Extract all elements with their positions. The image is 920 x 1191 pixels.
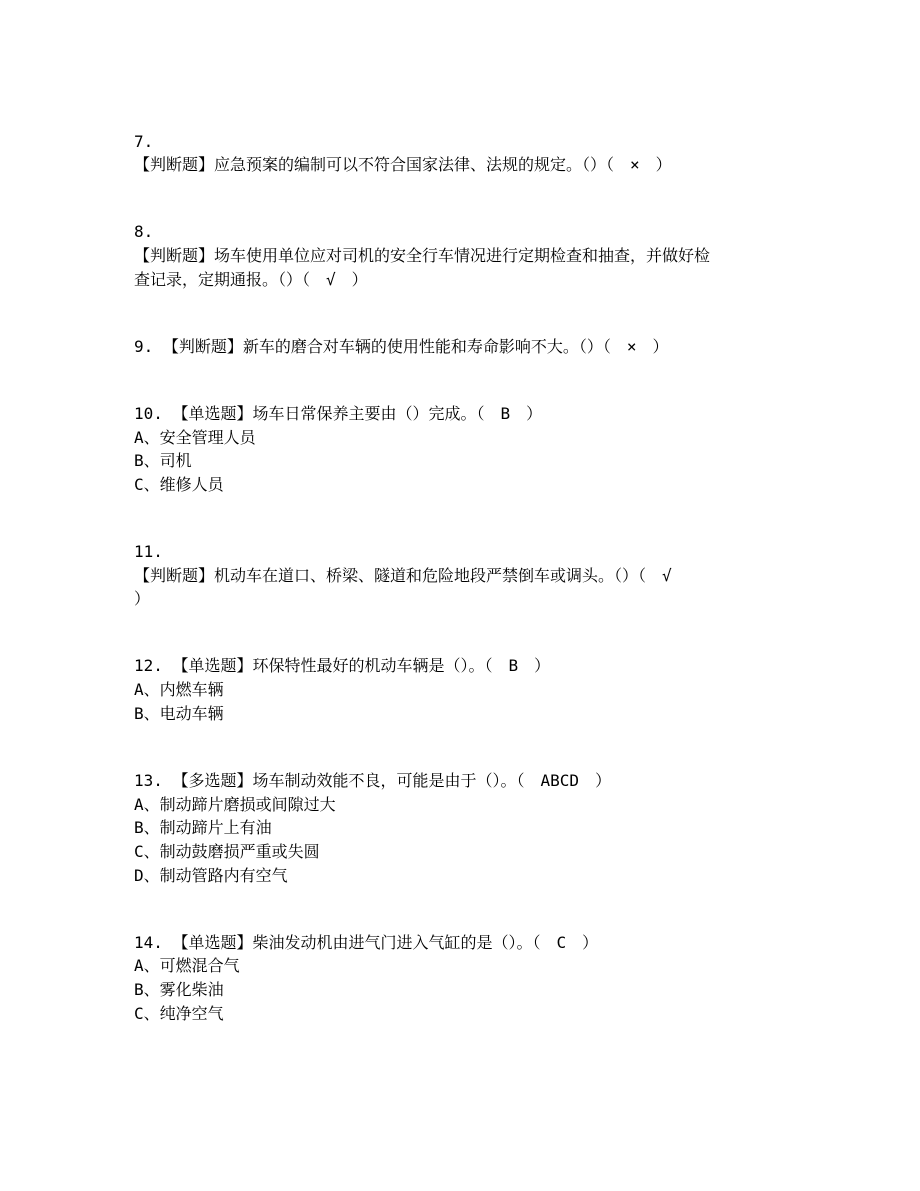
question-12-option-a: A、内燃车辆 — [134, 680, 224, 699]
question-11-text-line-2: ） — [134, 589, 151, 608]
question-13-text: 13. 【多选题】场车制动效能不良，可能是由于（）。（ ABCD ） — [134, 771, 612, 790]
question-13-option-d: D、制动管路内有空气 — [134, 866, 288, 885]
question-8-number: 8. — [134, 222, 154, 241]
question-14-option-c: C、纯净空气 — [134, 1004, 224, 1023]
question-8-text-line-1: 【判断题】场车使用单位应对司机的安全行车情况进行定期检查和抽查，并做好检 — [134, 246, 711, 265]
question-12-text: 12. 【单选题】环保特性最好的机动车辆是（）。（ B ） — [134, 656, 551, 675]
question-13-option-c: C、制动鼓磨损严重或失圆 — [134, 842, 320, 861]
question-10-option-a: A、安全管理人员 — [134, 428, 256, 447]
question-7-text: 【判断题】应急预案的编制可以不符合国家法律、法规的规定。（）（ × ） — [134, 155, 672, 174]
question-14-text: 14. 【单选题】柴油发动机由进气门进入气缸的是（）。（ C ） — [134, 933, 599, 952]
question-10-option-c: C、维修人员 — [134, 475, 224, 494]
question-11-number: 11. — [134, 542, 163, 561]
question-14-option-a: A、可燃混合气 — [134, 956, 240, 975]
question-7-number: 7. — [134, 132, 154, 151]
question-10-text: 10. 【单选题】场车日常保养主要由（）完成。（ B ） — [134, 404, 543, 423]
question-13-option-b: B、制动蹄片上有油 — [134, 818, 272, 837]
question-8-text-line-2: 查记录，定期通报。（）（ √ ） — [134, 270, 368, 289]
question-9-text: 9. 【判断题】新车的磨合对车辆的使用性能和寿命影响不大。（）（ × ） — [134, 337, 669, 356]
question-10-option-b: B、司机 — [134, 451, 192, 470]
question-13-option-a: A、制动蹄片磨损或间隙过大 — [134, 795, 336, 814]
question-14-option-b: B、雾化柴油 — [134, 980, 224, 999]
question-12-option-b: B、电动车辆 — [134, 704, 224, 723]
question-11-text-line-1: 【判断题】机动车在道口、桥梁、隧道和危险地段严禁倒车或调头。（）（ √ — [134, 566, 672, 585]
